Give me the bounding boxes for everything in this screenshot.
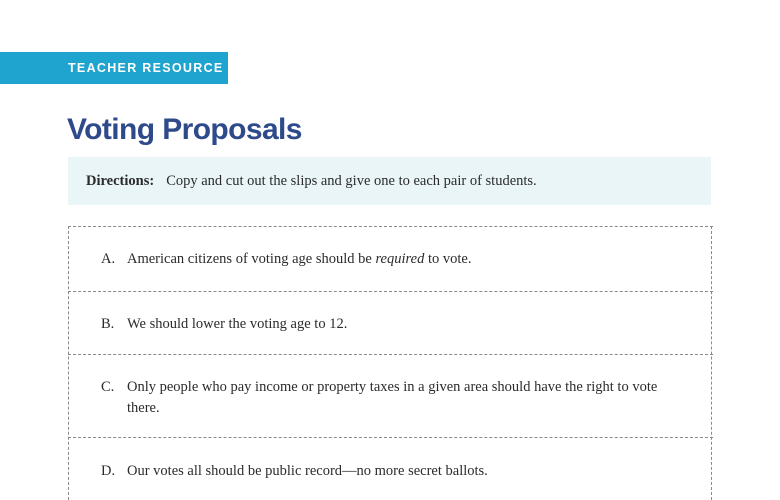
teacher-resource-banner — [0, 52, 228, 84]
cut-line — [68, 226, 713, 227]
cut-out-slips — [68, 226, 713, 500]
directions-label: Directions: — [86, 172, 155, 189]
cut-line — [68, 437, 713, 438]
directions-box — [68, 157, 711, 205]
slip-letter: B. — [101, 316, 115, 332]
emphasis-required: required — [375, 251, 425, 267]
slip-text: Only people who pay income or property taxes in a given area should have the right to vote there. — [127, 379, 658, 416]
slip-letter: C. — [101, 379, 115, 395]
page-title: Voting Proposals — [67, 113, 302, 146]
slip-text: We should lower the voting age to 12. — [127, 316, 348, 332]
slip-text: American citizens of voting age should be required to vote. — [127, 251, 472, 267]
cut-line-right — [711, 226, 712, 500]
slip-c — [101, 377, 671, 419]
slip-text: Our votes all should be public record—no more secret ballots. — [127, 463, 488, 479]
slip-letter: D. — [101, 463, 116, 479]
slip-letter: A. — [101, 251, 116, 267]
slip-a — [101, 249, 671, 270]
cut-line — [68, 291, 713, 292]
directions-text: Copy and cut out the slips and give one to each pair of students. — [166, 172, 537, 189]
slip-b — [101, 314, 671, 335]
banner-label: TEACHER RESOURCE — [68, 61, 224, 75]
slip-d — [101, 461, 671, 482]
cut-line — [68, 354, 713, 355]
cut-line-left — [68, 226, 69, 500]
